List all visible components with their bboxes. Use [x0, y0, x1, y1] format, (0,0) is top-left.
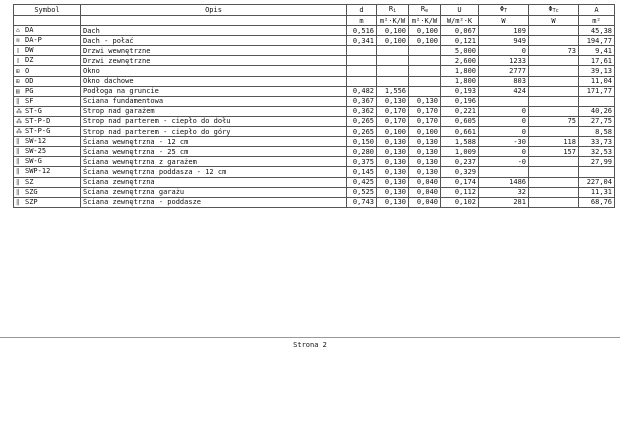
cell-re: 0,100 — [409, 36, 441, 46]
cell-re: 0,040 — [409, 177, 441, 187]
cell-re: 0,130 — [409, 96, 441, 106]
cell-u: 0,121 — [441, 36, 479, 46]
cell-a: 17,61 — [579, 56, 615, 66]
cell-re — [409, 66, 441, 76]
cell-d: 0,341 — [347, 36, 377, 46]
cell-re: 0,100 — [409, 127, 441, 137]
cell-phi-t: 0 — [479, 127, 529, 137]
cell-re — [409, 76, 441, 86]
cell-phi-tc — [529, 167, 579, 177]
cell-ri: 0,130 — [377, 187, 409, 197]
element-type-icon: ▯ — [16, 47, 20, 55]
cell-phi-t: 0 — [479, 106, 529, 116]
cell-phi-tc — [529, 66, 579, 76]
cell-opis: Ściana wewnętrzna z garażem — [81, 157, 347, 167]
table-row — [14, 157, 615, 167]
symbol-text: ST-G — [25, 106, 42, 115]
element-type-icon: ‖ — [16, 178, 20, 186]
element-type-icon: ‖ — [16, 97, 20, 105]
element-type-icon: ⊞ — [16, 67, 20, 75]
cell-u: 1,009 — [441, 147, 479, 157]
cell-re: 0,170 — [409, 106, 441, 116]
cell-ri — [377, 46, 409, 56]
table-row — [14, 137, 615, 147]
cell-opis: Podłoga na gruncie — [81, 86, 347, 96]
cell-d — [347, 46, 377, 56]
header-opis: Opis — [81, 5, 347, 16]
cell-phi-t: 0 — [479, 116, 529, 126]
symbol-text: DA — [25, 26, 34, 35]
symbol-text: SW-25 — [25, 147, 47, 156]
cell-d: 0,367 — [347, 96, 377, 106]
table-row — [14, 177, 615, 187]
symbol-text: PG — [25, 86, 34, 95]
cell-ri: 0,130 — [377, 197, 409, 207]
cell-re: 0,040 — [409, 197, 441, 207]
cell-symbol — [14, 197, 81, 207]
header-re: $R_e$ — [409, 5, 441, 16]
cell-re: 0,130 — [409, 167, 441, 177]
cell-d: 0,425 — [347, 177, 377, 187]
element-type-icon: ⌂ — [16, 27, 20, 35]
symbol-text: SF — [25, 96, 34, 105]
table-row — [14, 36, 615, 46]
cell-symbol — [14, 86, 81, 96]
element-type-icon: ≋ — [16, 37, 20, 45]
cell-phi-t: 2777 — [479, 66, 529, 76]
cell-re: 0,130 — [409, 137, 441, 147]
cell-phi-tc: 157 — [529, 147, 579, 157]
cell-opis: Ściana wewnętrzna - 25 cm — [81, 147, 347, 157]
header-row — [14, 5, 615, 16]
symbol-text: SZP — [25, 197, 38, 206]
cell-u: 0,221 — [441, 106, 479, 116]
cell-d: 0,145 — [347, 167, 377, 177]
cell-u: 1,800 — [441, 76, 479, 86]
cell-a: 39,13 — [579, 66, 615, 76]
element-type-icon: ‖ — [16, 188, 20, 196]
header-phi-tc: $\Phi_{Tc}$ — [529, 5, 579, 16]
cell-opis: Ściana zewnętrzna - poddasze — [81, 197, 347, 207]
cell-phi-t: 109 — [479, 26, 529, 36]
cell-ri — [377, 56, 409, 66]
symbol-text: OD — [25, 76, 34, 85]
cell-a: 45,38 — [579, 26, 615, 36]
cell-re: 0,100 — [409, 26, 441, 36]
cell-phi-tc — [529, 187, 579, 197]
table-row — [14, 187, 615, 197]
element-type-icon: ‖ — [16, 198, 20, 206]
cell-phi-tc — [529, 177, 579, 187]
element-type-icon: ‖ — [16, 138, 20, 146]
symbol-text: ST-P-D — [25, 116, 51, 125]
table-body — [14, 26, 615, 208]
cell-a: 227,04 — [579, 177, 615, 187]
cell-u: 0,102 — [441, 197, 479, 207]
table-row — [14, 56, 615, 66]
cell-a: 194,77 — [579, 36, 615, 46]
cell-d: 0,280 — [347, 147, 377, 157]
cell-symbol — [14, 26, 81, 36]
cell-opis: Ściana fundamentowa — [81, 96, 347, 106]
cell-symbol — [14, 147, 81, 157]
header-ri: $R_i$ — [377, 5, 409, 16]
table-row — [14, 46, 615, 56]
cell-re: 0,040 — [409, 187, 441, 197]
element-type-icon: ⊞ — [16, 77, 20, 85]
unit-opis — [81, 16, 347, 26]
cell-a — [579, 167, 615, 177]
cell-symbol — [14, 157, 81, 167]
cell-symbol — [14, 177, 81, 187]
table-row — [14, 197, 615, 207]
cell-d: 0,482 — [347, 86, 377, 96]
symbol-text: SZG — [25, 187, 38, 196]
unit-u: W/m²·K — [441, 16, 479, 26]
cell-phi-tc — [529, 56, 579, 66]
cell-u: 0,174 — [441, 177, 479, 187]
element-type-icon: ⁂ — [16, 128, 22, 136]
cell-symbol — [14, 116, 81, 126]
cell-phi-tc — [529, 86, 579, 96]
cell-opis: Dach - połać — [81, 36, 347, 46]
cell-ri — [377, 76, 409, 86]
cell-phi-t: 1233 — [479, 56, 529, 66]
cell-u: 2,600 — [441, 56, 479, 66]
table-row — [14, 26, 615, 36]
cell-ri: 1,556 — [377, 86, 409, 96]
symbol-text: ST-P-G — [25, 127, 51, 136]
cell-u: 0,067 — [441, 26, 479, 36]
cell-phi-tc — [529, 197, 579, 207]
cell-symbol — [14, 167, 81, 177]
symbol-text: O — [25, 66, 30, 75]
table-row — [14, 76, 615, 86]
cell-u: 1,588 — [441, 137, 479, 147]
cell-ri: 0,170 — [377, 106, 409, 116]
units-row — [14, 16, 615, 26]
cell-phi-t: 32 — [479, 187, 529, 197]
element-type-icon: ⁂ — [16, 107, 22, 115]
unit-symbol — [14, 16, 81, 26]
cell-re — [409, 86, 441, 96]
unit-phi-t: W — [479, 16, 529, 26]
cell-u: 0,193 — [441, 86, 479, 96]
cell-phi-tc — [529, 157, 579, 167]
cell-phi-tc: 118 — [529, 137, 579, 147]
cell-a: 33,73 — [579, 137, 615, 147]
cell-symbol — [14, 36, 81, 46]
cell-d: 0,362 — [347, 106, 377, 116]
cell-opis: Strop nad parterem - ciepło do góry — [81, 127, 347, 137]
cell-a: 32,53 — [579, 147, 615, 157]
cell-a: 171,77 — [579, 86, 615, 96]
cell-u: 0,661 — [441, 127, 479, 137]
cell-u: 0,112 — [441, 187, 479, 197]
cell-d: 0,265 — [347, 116, 377, 126]
cell-phi-tc — [529, 26, 579, 36]
cell-phi-t: 0 — [479, 46, 529, 56]
cell-symbol — [14, 106, 81, 116]
element-type-icon: ‖ — [16, 148, 20, 156]
cell-phi-tc — [529, 76, 579, 86]
cell-ri: 0,100 — [377, 26, 409, 36]
header-a: A — [579, 5, 615, 16]
summary-table-container — [13, 4, 613, 208]
cell-opis: Strop nad garażem — [81, 106, 347, 116]
header-d: d — [347, 5, 377, 16]
symbol-text: DZ — [25, 56, 34, 65]
table-row — [14, 106, 615, 116]
cell-re: 0,130 — [409, 157, 441, 167]
cell-a: 68,76 — [579, 197, 615, 207]
cell-phi-tc — [529, 96, 579, 106]
cell-phi-t — [479, 96, 529, 106]
unit-phi-tc: W — [529, 16, 579, 26]
header-symbol: Symbol — [14, 5, 81, 16]
cell-ri: 0,130 — [377, 96, 409, 106]
element-type-icon: ▤ — [16, 87, 20, 95]
unit-a: m² — [579, 16, 615, 26]
cell-u: 5,000 — [441, 46, 479, 56]
cell-d: 0,743 — [347, 197, 377, 207]
cell-u: 0,605 — [441, 116, 479, 126]
cell-re — [409, 56, 441, 66]
symbol-text: DW — [25, 46, 34, 55]
cell-phi-t: 281 — [479, 197, 529, 207]
cell-d: 0,265 — [347, 127, 377, 137]
cell-symbol — [14, 56, 81, 66]
cell-opis: Ściana zewnętrzna garażu — [81, 187, 347, 197]
cell-a: 11,04 — [579, 76, 615, 86]
cell-d: 0,516 — [347, 26, 377, 36]
cell-phi-tc: 75 — [529, 116, 579, 126]
cell-re — [409, 46, 441, 56]
cell-a — [579, 96, 615, 106]
cell-d — [347, 66, 377, 76]
cell-opis: Ściana zewnętrzna — [81, 177, 347, 187]
cell-ri — [377, 66, 409, 76]
cell-phi-t: 803 — [479, 76, 529, 86]
cell-phi-t — [479, 167, 529, 177]
table-row — [14, 147, 615, 157]
header-u: U — [441, 5, 479, 16]
cell-phi-t: -0 — [479, 157, 529, 167]
cell-phi-t: 949 — [479, 36, 529, 46]
cell-phi-tc — [529, 36, 579, 46]
cell-opis: Strop nad parterem - ciepło do dołu — [81, 116, 347, 126]
symbol-text: DA-P — [25, 36, 42, 45]
cell-symbol — [14, 96, 81, 106]
cell-ri: 0,130 — [377, 137, 409, 147]
unit-re: m²·K/W — [409, 16, 441, 26]
cell-ri: 0,100 — [377, 127, 409, 137]
cell-u: 0,237 — [441, 157, 479, 167]
cell-opis: Drzwi zewnętrzne — [81, 56, 347, 66]
cell-d — [347, 76, 377, 86]
cell-a: 11,31 — [579, 187, 615, 197]
cell-re: 0,170 — [409, 116, 441, 126]
cell-phi-t: -30 — [479, 137, 529, 147]
element-type-icon: ‖ — [16, 158, 20, 166]
element-type-icon: ⁂ — [16, 117, 22, 125]
cell-opis: Ściana wewnętrzna poddasza - 12 cm — [81, 167, 347, 177]
cell-phi-tc — [529, 106, 579, 116]
cell-ri: 0,170 — [377, 116, 409, 126]
table-row — [14, 167, 615, 177]
cell-a: 8,58 — [579, 127, 615, 137]
symbol-text: SW-G — [25, 157, 42, 166]
table-row — [14, 86, 615, 96]
cell-phi-tc — [529, 127, 579, 137]
cell-symbol — [14, 46, 81, 56]
cell-re: 0,130 — [409, 147, 441, 157]
cell-opis: Ściana wewnętrzna - 12 cm — [81, 137, 347, 147]
cell-symbol — [14, 76, 81, 86]
cell-d: 0,150 — [347, 137, 377, 147]
cell-a: 40,26 — [579, 106, 615, 116]
cell-phi-t: 0 — [479, 147, 529, 157]
table-row — [14, 96, 615, 106]
header-phi-t: $\Phi_T$ — [479, 5, 529, 16]
cell-a: 27,99 — [579, 157, 615, 167]
cell-ri: 0,130 — [377, 177, 409, 187]
element-type-icon: ▯ — [16, 57, 20, 65]
element-type-icon: ‖ — [16, 168, 20, 176]
page-number-label: Strona 2 — [293, 341, 327, 349]
cell-phi-tc: 73 — [529, 46, 579, 56]
symbol-text: SZ — [25, 177, 34, 186]
cell-d — [347, 56, 377, 66]
cell-opis: Okno dachowe — [81, 76, 347, 86]
cell-d: 0,375 — [347, 157, 377, 167]
table-row — [14, 116, 615, 126]
cell-u: 0,329 — [441, 167, 479, 177]
cell-symbol — [14, 137, 81, 147]
cell-ri: 0,130 — [377, 147, 409, 157]
cell-u: 0,196 — [441, 96, 479, 106]
summary-table — [13, 4, 615, 208]
cell-ri: 0,100 — [377, 36, 409, 46]
cell-ri: 0,130 — [377, 157, 409, 167]
cell-symbol — [14, 66, 81, 76]
unit-d: m — [347, 16, 377, 26]
symbol-text: SWP-12 — [25, 167, 51, 176]
cell-a: 9,41 — [579, 46, 615, 56]
cell-u: 1,800 — [441, 66, 479, 76]
cell-symbol — [14, 127, 81, 137]
symbol-text: SW-12 — [25, 137, 47, 146]
table-row — [14, 127, 615, 137]
cell-phi-t: 424 — [479, 86, 529, 96]
unit-ri: m²·K/W — [377, 16, 409, 26]
cell-a: 27,75 — [579, 116, 615, 126]
cell-opis: Dach — [81, 26, 347, 36]
cell-opis: Drzwi wewnętrzne — [81, 46, 347, 56]
footer-divider — [0, 337, 620, 338]
cell-opis: Okno — [81, 66, 347, 76]
table-row — [14, 66, 615, 76]
cell-symbol — [14, 187, 81, 197]
cell-d: 0,525 — [347, 187, 377, 197]
cell-ri: 0,130 — [377, 167, 409, 177]
cell-phi-t: 1486 — [479, 177, 529, 187]
